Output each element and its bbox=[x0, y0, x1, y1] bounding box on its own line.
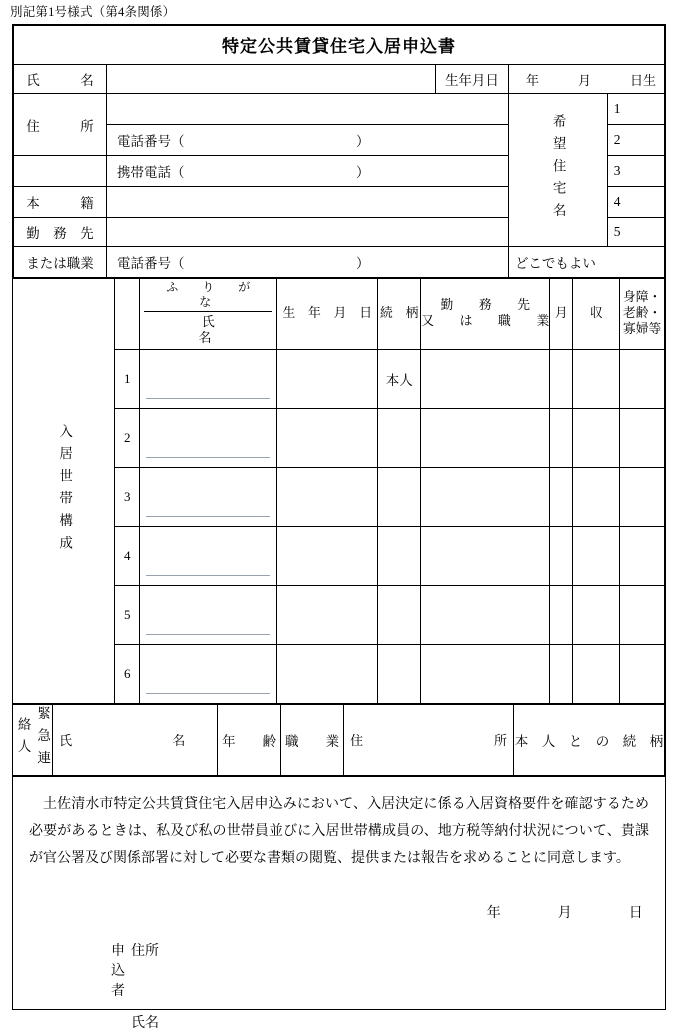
row-relation-1[interactable]: 本人 bbox=[378, 349, 421, 408]
row-months-4[interactable] bbox=[550, 526, 573, 585]
row-birth-5[interactable] bbox=[277, 585, 378, 644]
row-work-6[interactable] bbox=[421, 644, 550, 703]
applicant-label-spacer bbox=[13, 1012, 131, 1032]
emergency-job-field[interactable]: 職 業 bbox=[281, 704, 344, 775]
kibou-label: 希望住宅名 bbox=[508, 94, 607, 247]
address-row bbox=[14, 94, 665, 125]
row-remarks-5[interactable] bbox=[620, 585, 665, 644]
form-number: 別記第1号様式（第4条関係） bbox=[10, 2, 175, 20]
row-months-3[interactable] bbox=[550, 467, 573, 526]
row-income-1[interactable] bbox=[573, 349, 620, 408]
row-remarks-4[interactable] bbox=[620, 526, 665, 585]
name-row bbox=[14, 65, 665, 94]
row-name-2[interactable] bbox=[140, 408, 277, 467]
agreement-date-line[interactable]: 年 月 日 bbox=[13, 876, 665, 922]
row-no-3: 3 bbox=[115, 467, 140, 526]
mobile-tel-field[interactable]: 携帯電話（ ） bbox=[107, 156, 509, 187]
title-row bbox=[14, 26, 665, 65]
kibou-row-3[interactable]: 3 bbox=[607, 156, 664, 187]
emergency-relation-field[interactable]: 本 人 と の 続 柄 bbox=[514, 704, 665, 775]
row-name-5[interactable] bbox=[140, 585, 277, 644]
form-frame bbox=[12, 24, 666, 1010]
remarks-header: 身障・老齢・寡婦等 bbox=[620, 279, 665, 350]
applicant-name-label: 氏名 bbox=[131, 1012, 159, 1032]
household-table bbox=[13, 278, 665, 704]
row-income-6[interactable] bbox=[573, 644, 620, 703]
emergency-side-label: 緊急連絡人 bbox=[13, 704, 53, 775]
row-relation-3[interactable] bbox=[378, 467, 421, 526]
row-relation-2[interactable] bbox=[378, 408, 421, 467]
row-relation-4[interactable] bbox=[378, 526, 421, 585]
emergency-table bbox=[13, 704, 665, 776]
agreement-text-block bbox=[13, 777, 665, 877]
work-header: 勤 務 先 又 は 職 業 bbox=[421, 279, 550, 350]
birth-value[interactable]: 年 月 日生 bbox=[508, 65, 664, 94]
applicant-address-label: 住所 bbox=[131, 940, 159, 1000]
agreement-text: 土佐清水市特定公共賃貸住宅入居申込みにおいて、入居決定に係る入居資格要件を確認するため必要があるときは、私及び私の世帯員並びに入居世帯構成員の、地方税等納付状況について、貴課が官公署及び関係部署に対して必要な書類の閲覧、提供または報告を求めることに同意します。 bbox=[29, 791, 649, 873]
row-work-1[interactable] bbox=[421, 349, 550, 408]
row-work-2[interactable] bbox=[421, 408, 550, 467]
work-tel-row bbox=[14, 247, 665, 278]
row-income-5[interactable] bbox=[573, 585, 620, 644]
row-name-3[interactable] bbox=[140, 467, 277, 526]
row-remarks-3[interactable] bbox=[620, 467, 665, 526]
emergency-address-field[interactable]: 住 所 bbox=[344, 704, 514, 775]
row-income-4[interactable] bbox=[573, 526, 620, 585]
applicant-address-row bbox=[13, 940, 665, 1000]
row-birth-2[interactable] bbox=[277, 408, 378, 467]
row-no-2: 2 bbox=[115, 408, 140, 467]
emergency-age-field[interactable]: 年 齢 bbox=[218, 704, 281, 775]
row-income-2[interactable] bbox=[573, 408, 620, 467]
birth-label: 生年月日 bbox=[435, 65, 508, 94]
row-months-5[interactable] bbox=[550, 585, 573, 644]
row-work-3[interactable] bbox=[421, 467, 550, 526]
row-work-5[interactable] bbox=[421, 585, 550, 644]
relation-header: 続 柄 bbox=[378, 279, 421, 350]
row-no-1: 1 bbox=[115, 349, 140, 408]
work-tel-field[interactable]: 電話番号（ ） bbox=[107, 247, 509, 278]
row-no-5: 5 bbox=[115, 585, 140, 644]
row-name-4[interactable] bbox=[140, 526, 277, 585]
form-title: 特定公共賃貸住宅入居申込書 bbox=[14, 26, 665, 65]
row-name-6[interactable] bbox=[140, 644, 277, 703]
income-header: 収 bbox=[573, 279, 620, 350]
signature-block bbox=[13, 922, 665, 1032]
applicant-name-row bbox=[13, 1012, 665, 1032]
kibou-row-5[interactable]: 5 bbox=[607, 218, 664, 247]
row-birth-6[interactable] bbox=[277, 644, 378, 703]
work-label-1: 勤 務 先 bbox=[14, 218, 107, 247]
honseki-input[interactable] bbox=[107, 187, 509, 218]
row-relation-6[interactable] bbox=[378, 644, 421, 703]
emergency-name-field[interactable]: 氏 名 bbox=[53, 704, 218, 775]
kibou-any-option[interactable]: どこでもよい bbox=[508, 247, 664, 278]
address-label: 住 所 bbox=[14, 94, 107, 156]
home-tel-field[interactable]: 電話番号（ ） bbox=[107, 125, 509, 156]
months-header: 月 bbox=[550, 279, 573, 350]
row-birth-1[interactable] bbox=[277, 349, 378, 408]
name-input[interactable] bbox=[107, 65, 436, 94]
name-label: 氏 名 bbox=[14, 65, 107, 94]
row-no-4: 4 bbox=[115, 526, 140, 585]
address-input[interactable] bbox=[107, 94, 509, 125]
name-header: ふ り が な 氏 名 bbox=[140, 279, 277, 350]
row-birth-3[interactable] bbox=[277, 467, 378, 526]
household-no-header bbox=[115, 279, 140, 350]
top-table bbox=[13, 25, 665, 278]
row-no-6: 6 bbox=[115, 644, 140, 703]
birth-header: 生 年 月 日 bbox=[277, 279, 378, 350]
kibou-row-2[interactable]: 2 bbox=[607, 125, 664, 156]
row-relation-5[interactable] bbox=[378, 585, 421, 644]
emergency-row bbox=[13, 704, 665, 775]
agreement-section bbox=[13, 776, 665, 1032]
row-remarks-2[interactable] bbox=[620, 408, 665, 467]
row-months-6[interactable] bbox=[550, 644, 573, 703]
row-remarks-6[interactable] bbox=[620, 644, 665, 703]
row-months-1[interactable] bbox=[550, 349, 573, 408]
applicant-label: 申込者 bbox=[13, 940, 131, 1000]
row-income-3[interactable] bbox=[573, 467, 620, 526]
address-label-spacer bbox=[14, 156, 107, 187]
row-birth-4[interactable] bbox=[277, 526, 378, 585]
kibou-row-1[interactable]: 1 bbox=[607, 94, 664, 125]
row-name-1[interactable] bbox=[140, 349, 277, 408]
row-work-4[interactable] bbox=[421, 526, 550, 585]
household-header-row bbox=[13, 279, 665, 350]
work-input[interactable] bbox=[107, 218, 509, 247]
work-label-2: または職業 bbox=[14, 247, 107, 278]
household-side-label: 入居世帯構成 bbox=[13, 279, 115, 704]
row-months-2[interactable] bbox=[550, 408, 573, 467]
kibou-row-4[interactable]: 4 bbox=[607, 187, 664, 218]
honseki-label: 本 籍 bbox=[14, 187, 107, 218]
row-remarks-1[interactable] bbox=[620, 349, 665, 408]
